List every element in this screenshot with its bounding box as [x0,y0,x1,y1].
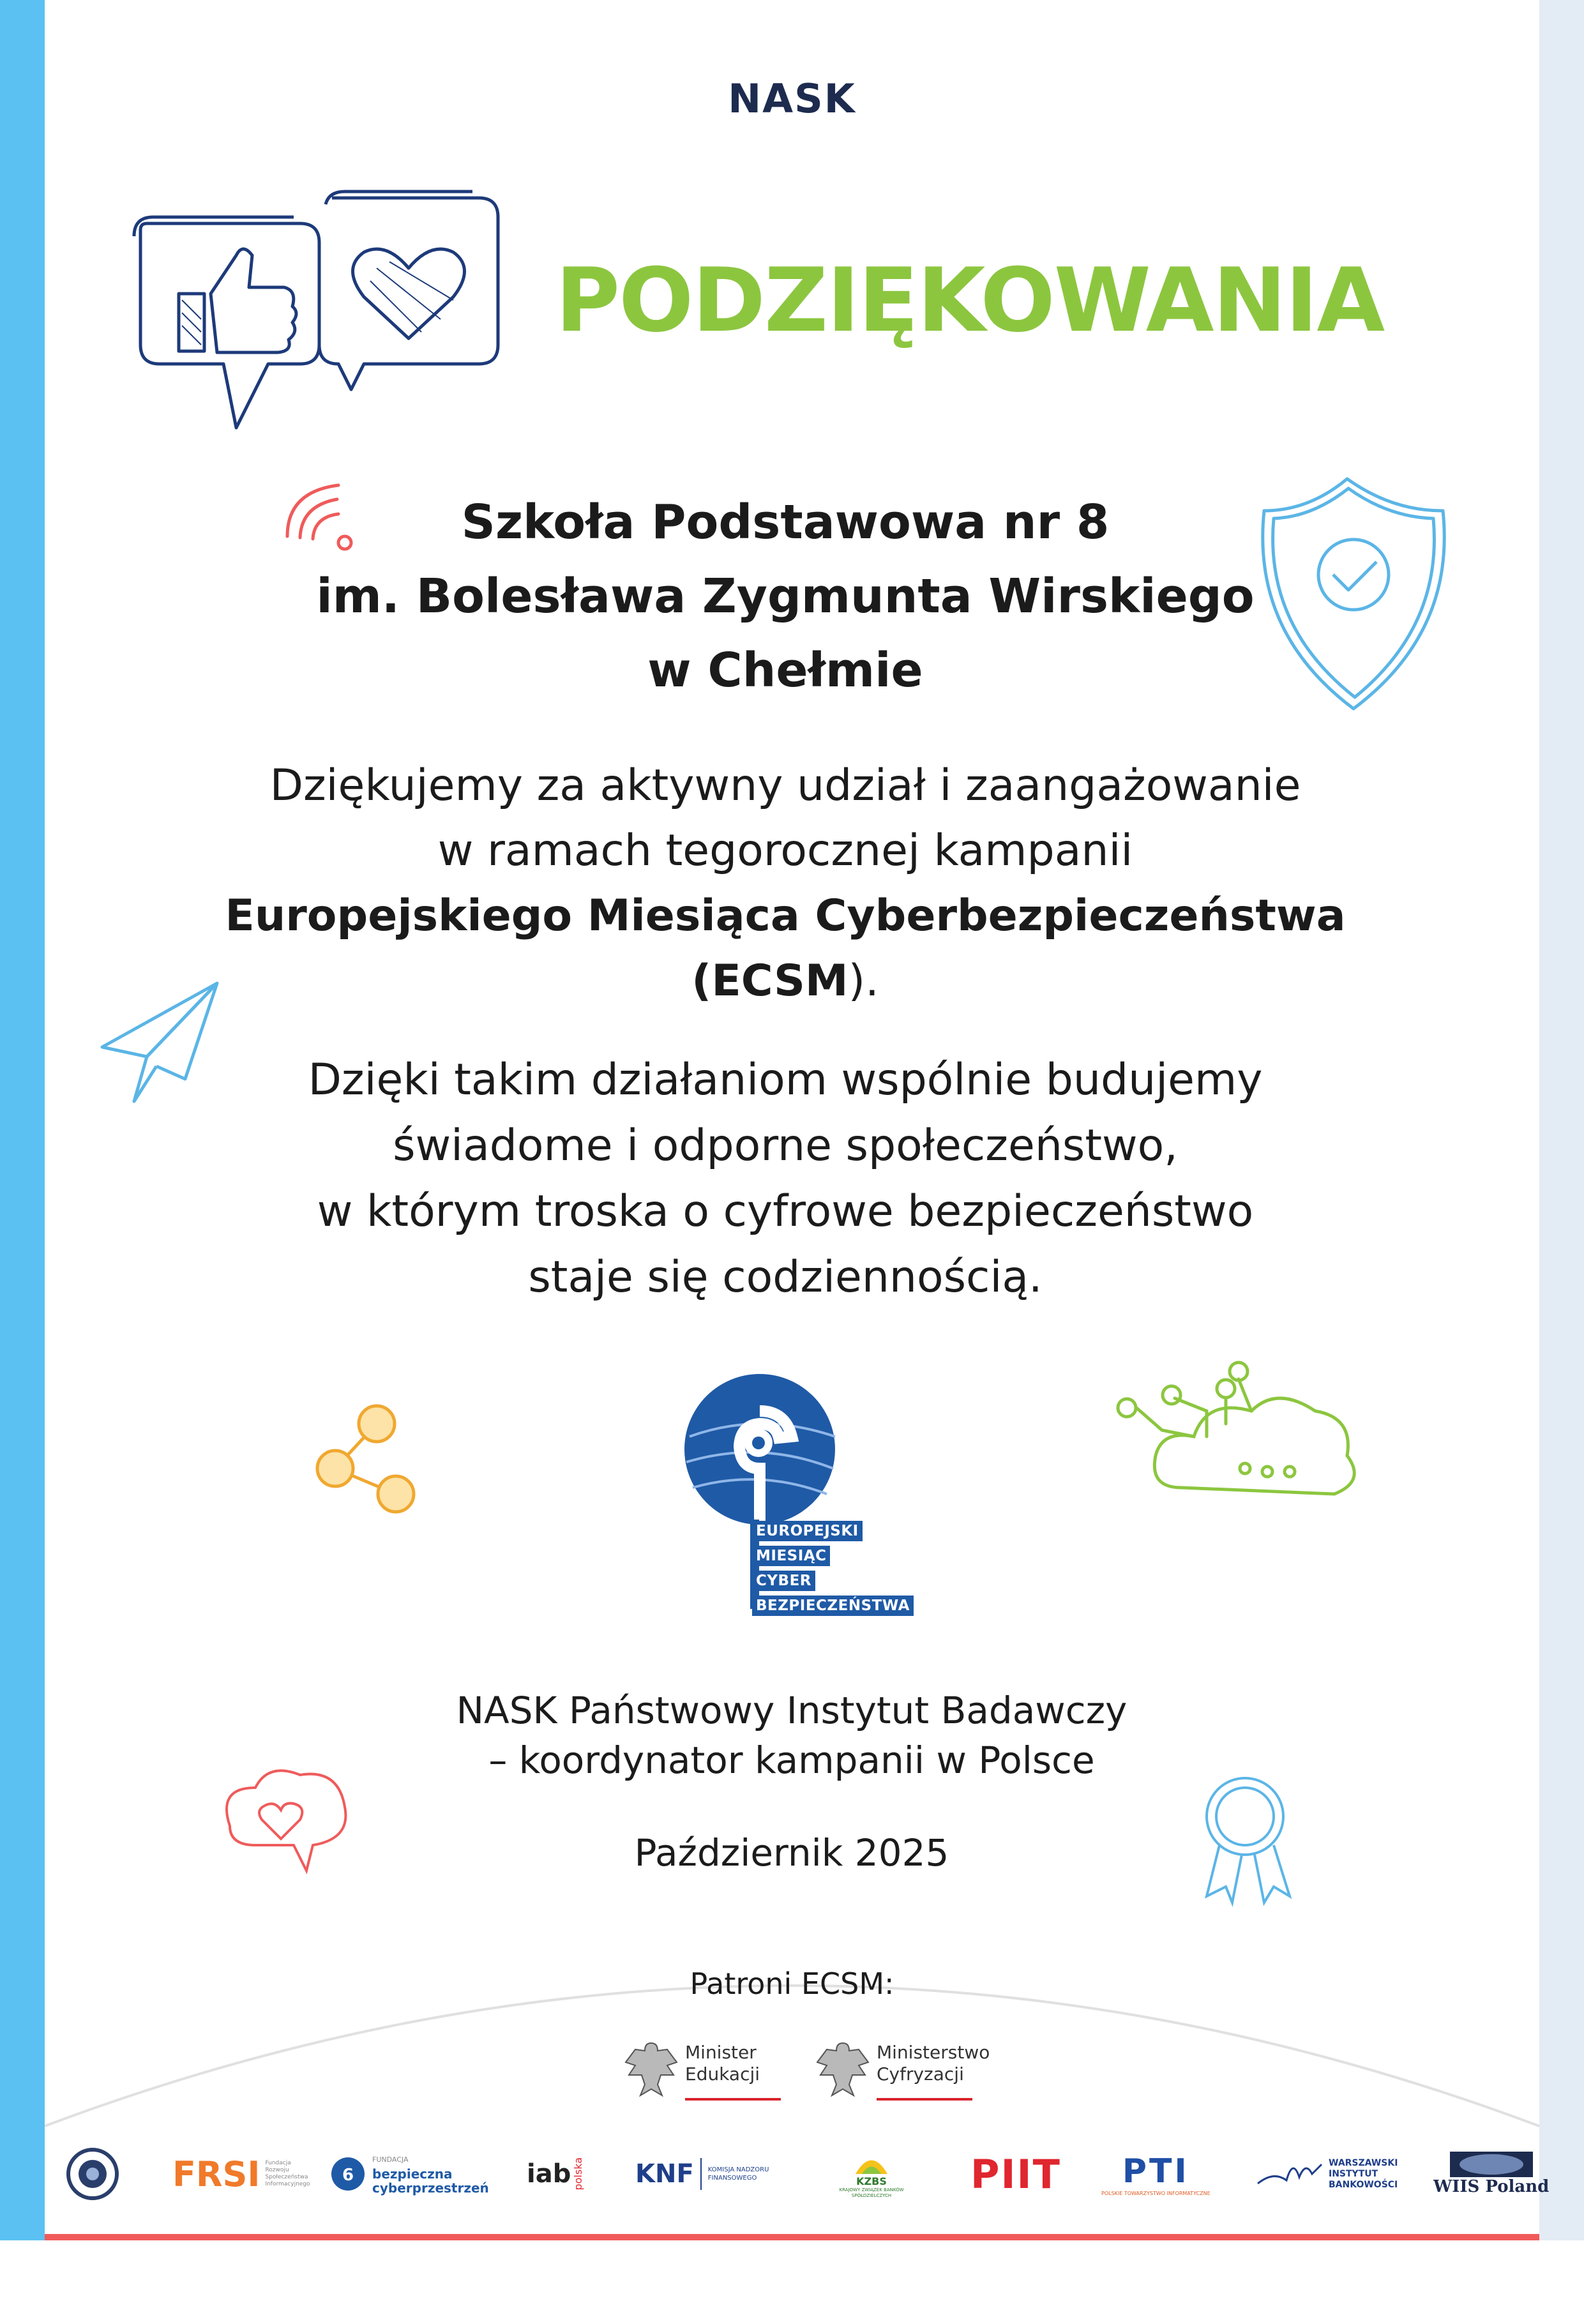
kzbs-sun-icon [852,2150,891,2175]
thanks-line: Dziękujemy za aktywny udział i zaangażowanie [269,760,1301,811]
ecsm-word: CYBER [752,1571,815,1591]
campaign-acronym-tail: ). [848,956,879,1006]
knf-logo-text: KNF [635,2159,694,2189]
iab-logo-sup: polska [572,2157,585,2191]
knf-logo-subtext: KOMISJA NADZORU FINANSOWEGO [707,2166,769,2182]
police-badge-logo [64,2142,121,2206]
page-title: PODZIĘKOWANIA [555,249,1384,352]
message-line: staje się codziennością. [528,1252,1043,1302]
minister-name-line: Edukacji [685,2064,760,2085]
coordinator-line: – koordynator kampanii w Polsce [488,1739,1095,1782]
piit-logo [970,2142,1061,2206]
minister-name-line: Cyfryzacji [877,2064,964,2085]
flag-underline [685,2098,781,2101]
coordinator-line: NASK Państwowy Instytut Badawczy [456,1689,1128,1732]
pti-logo [1101,2142,1211,2206]
campaign-acronym: (ECSM [691,956,849,1006]
ecsm-word: BEZPIECZEŃSTWA [752,1596,914,1616]
kzbs-logo-subtext: KRAJOWY ZWIĄZEK BANKÓW SPÓŁDZIELCZYCH [839,2187,904,2198]
wib-signature-icon [1255,2152,1325,2196]
minister-name-line: Minister [685,2042,757,2063]
fbc-line1: bezpieczna [372,2166,453,2182]
award-ribbon-icon [1194,1769,1302,1909]
right-side-bar [1539,0,1584,2240]
iab-logo-text: iab [527,2159,571,2189]
fbc-line2: cyberprzestrzeń [372,2180,489,2196]
thumbs-up-heart-icon [121,185,517,441]
polish-eagle-icon [814,2037,871,2101]
pti-logo-text: PTI [1122,2152,1189,2191]
kzbs-logo-text: KZBS [856,2175,887,2187]
wiis-poland-logo [1433,2142,1549,2206]
police-badge-icon [64,2145,121,2203]
message-line: świadome i odporne społeczeństwo, [393,1120,1178,1171]
message-paragraph [179,1047,1392,1310]
campaign-name: Europejskiego Miesiąca Cyberbezpieczeństwa [225,891,1346,941]
frsi-logo-subtext: Fundacja Rozwoju Społeczeństwa Informacyjnego [265,2160,310,2187]
kzbs-logo [836,2142,907,2206]
school-name-line: Szkoła Podstawowa nr 8 [461,495,1110,550]
school-name-line: im. Bolesława Zygmunta Wirskiego [316,569,1255,624]
message-line: w którym troska o cyfrowe bezpieczeństwo [317,1186,1254,1237]
bezpieczna-cyberprzestrzen-logo [329,2142,489,2206]
piit-logo-text: PIIT [970,2150,1061,2198]
ecsm-word: MIESIĄC [752,1546,830,1566]
fbc-icon [329,2155,367,2193]
school-name [243,485,1328,707]
ecsm-logo-text [752,1521,914,1620]
frsi-logo-text: FRSI [172,2154,260,2194]
knf-divider [700,2158,702,2190]
svg-text:6: 6 [342,2166,354,2185]
wib-logo-text: WARSZAWSKI INSTYTUT BANKOWOŚCI [1329,2157,1398,2190]
thanks-line: w ramach tegorocznej kampanii [437,826,1133,876]
thanks-paragraph [179,753,1392,1014]
issue-date: Październik 2025 [634,1831,949,1875]
globe-icon [1450,2152,1533,2177]
flag-underline [877,2098,972,2101]
ecsm-word: EUROPEJSKI [752,1521,863,1541]
minister-name-line: Ministerstwo [877,2042,990,2063]
left-side-bar [0,0,45,2240]
wib-logo [1255,2142,1399,2206]
knf-logo [635,2142,772,2206]
patrons-label: Patroni ECSM: [690,1966,894,2001]
cloud-network-icon [1111,1360,1379,1520]
wiis-logo-text: WIIS Poland [1433,2177,1550,2196]
pti-logo-subtext: POLSKIE TOWARZYSTWO INFORMATYCZNE [1101,2190,1211,2196]
nask-logo: NASK [728,75,856,122]
coordinator-info [243,1686,1341,1785]
frsi-logo [172,2142,316,2206]
polish-eagle-icon [622,2037,680,2101]
share-nodes-icon [306,1398,421,1520]
iab-polska-logo [527,2142,584,2206]
school-name-line: w Chełmie [647,643,923,698]
message-line: Dzięki takim działaniom wspólnie budujemy [308,1055,1263,1105]
fbc-top: FUNDACJA [372,2155,409,2164]
